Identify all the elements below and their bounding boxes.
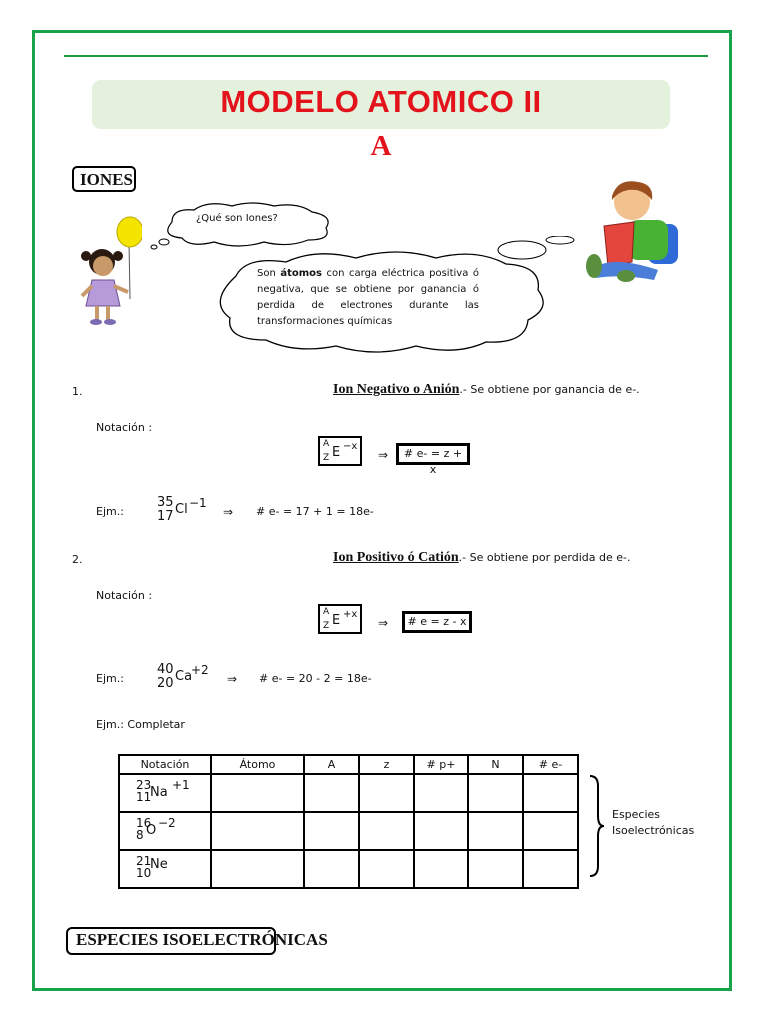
brace-label-line-1: Especies: [612, 808, 661, 821]
item-2-notation-label: Notación :: [96, 589, 153, 602]
table-row: [119, 774, 578, 812]
table-cell-notation: 16 8 O −2: [119, 812, 211, 850]
item-2-number: 2.: [72, 553, 83, 566]
item-1-arrow: ⇒: [378, 448, 389, 462]
table-cell-input[interactable]: [468, 812, 523, 850]
table-cell-input[interactable]: [304, 812, 359, 850]
table-header: N: [468, 755, 523, 774]
table-cell-input[interactable]: [359, 850, 414, 888]
table-cell-input[interactable]: [359, 774, 414, 812]
table-cell-input[interactable]: [523, 850, 578, 888]
item-1-heading: Ion Negativo o Anión.- Se obtiene por ganancia de e-.: [333, 382, 640, 397]
table-cell-input[interactable]: [304, 774, 359, 812]
right-brace: [586, 774, 606, 878]
complete-label: Ejm.: Completar: [96, 718, 185, 731]
table-cell-input[interactable]: [211, 812, 304, 850]
boy-reading-illustration: [582, 176, 692, 286]
table-cell-input[interactable]: [304, 850, 359, 888]
item-2-example-nuclide: 40 20 Ca +2: [157, 662, 209, 691]
item-2-example-label: Ejm.:: [96, 672, 124, 685]
girl-with-balloon-illustration: [72, 214, 142, 332]
item-2-example-result: # e- = 20 - 2 = 18e-: [259, 672, 372, 685]
table-cell-input[interactable]: [523, 774, 578, 812]
page-title: MODELO ATOMICO II: [220, 84, 542, 119]
item-1-example-result: # e- = 17 + 1 = 18e-: [256, 505, 374, 518]
subtitle-letter: A: [370, 130, 392, 162]
item-2-arrow: ⇒: [378, 616, 389, 630]
table-row: [119, 812, 578, 850]
table-cell-input[interactable]: [414, 774, 468, 812]
table-cell-input[interactable]: [414, 812, 468, 850]
table-row: [119, 850, 578, 888]
item-2-notation-box: A Z E +x: [318, 604, 362, 634]
top-divider: [64, 55, 708, 57]
table-cell-input[interactable]: [211, 850, 304, 888]
table-cell-input[interactable]: [468, 774, 523, 812]
table-cell-notation: 23 11 Na +1: [119, 774, 211, 812]
table-header: Átomo: [211, 755, 304, 774]
item-1-example-arrow: ⇒: [223, 505, 234, 519]
table-header: z: [359, 755, 414, 774]
completion-table: [118, 754, 579, 889]
question-text: ¿Qué son Iones?: [196, 213, 278, 224]
table-cell-notation: 21 10 Ne: [119, 850, 211, 888]
item-2-example-arrow: ⇒: [227, 672, 238, 686]
item-1-example-label: Ejm.:: [96, 505, 124, 518]
table-header-row: [119, 755, 578, 774]
item-1-notation-box: A Z E −x: [318, 436, 362, 466]
answer-text: Son átomos con carga eléctrica positiva ó negativa, que se obtiene por ganancia ó perdida de electrones durante las transformaciones químicas: [257, 268, 479, 327]
table-cell-input[interactable]: [523, 812, 578, 850]
item-1-number: 1.: [72, 385, 83, 398]
table-cell-input[interactable]: [211, 774, 304, 812]
item-2-formula: # e = z - x: [402, 611, 472, 633]
section-label-iones: IONES: [72, 166, 136, 192]
table-cell-input[interactable]: [414, 850, 468, 888]
table-header: # e-: [523, 755, 578, 774]
table-header: Notación: [119, 755, 211, 774]
table-cell-input[interactable]: [468, 850, 523, 888]
item-1-example-nuclide: 35 17 Cl −1: [157, 495, 207, 524]
table-header: A: [304, 755, 359, 774]
item-1-formula: # e- = z + x: [396, 443, 470, 465]
item-2-heading: Ion Positivo ó Catión.- Se obtiene por perdida de e-.: [333, 550, 631, 565]
brace-label-line-2: Isoelectrónicas: [612, 824, 695, 837]
item-1-notation-label: Notación :: [96, 421, 153, 434]
table-cell-input[interactable]: [359, 812, 414, 850]
table-header: # p+: [414, 755, 468, 774]
section-label-especies: ESPECIES ISOELECTRÓNICAS: [66, 927, 276, 955]
